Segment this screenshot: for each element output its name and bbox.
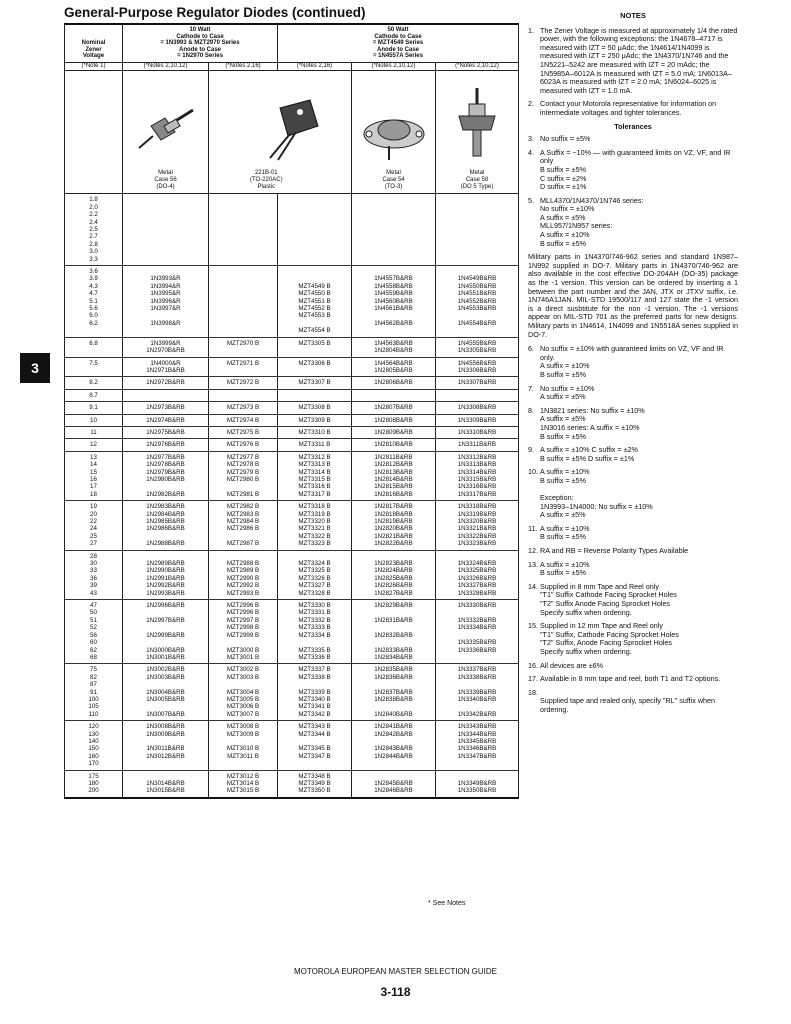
regulator-diode-table <box>64 23 519 799</box>
note-text: No suffix = ±10% A suffix = ±5% <box>540 383 595 402</box>
note-text: Available in 8 mm tape and reel, both T1 and T2 options. <box>540 674 721 684</box>
cell-part-number <box>209 266 278 338</box>
cell-part-number: 1N4555B&RB 1N3305B&RB <box>436 337 519 357</box>
cell-part-number <box>209 194 278 266</box>
cell-part-number: MZT2971 B <box>209 357 278 377</box>
note-text: 1N3821 series: No suffix = ±10% A suffix = ±5% 1N3016 series: A suffix = ±10% B suffix = ±5% <box>540 405 645 441</box>
cell-part-number: 1N3002B&RB 1N3003B&RB 1N3004B&RB 1N3005B&RB 1N3007B&RB <box>123 664 209 721</box>
note-text: Supplied in 12 mm Tape and Reel only "T1" Suffix, Cathode Facing Sprocket Holes "T2" Suffix, Anode Facing Sprocket Holes Specify suffix when ordering. <box>540 621 679 656</box>
note-text: Contact your Motorola representative for information on intermediate voltages and tighter tolerances. <box>540 99 717 117</box>
table-row <box>65 337 519 357</box>
note-number: 12. <box>528 546 538 556</box>
note-text: No suffix = ±5% <box>540 134 591 144</box>
cell-part-number: 1N3308B&RB <box>436 402 519 414</box>
cell-part-number: 1N4557B&RB 1N4558B&RB 1N4559B&RB 1N4560B&RB 1N4561B&RB 1N4562B&RB <box>352 266 436 338</box>
cell-part-number: 1N3349B&RB 1N3350B&RB <box>436 770 519 798</box>
cell-part-number: 1N2829B&RB 1N2831B&RB 1N2832B&RB 1N2833B&RB 1N2834B&RB <box>352 600 436 664</box>
cell-part-number: 1N2823B&RB 1N2824B&RB 1N2825B&RB 1N2826B&RB 1N2827B&RB <box>352 550 436 599</box>
col-header-nominal-voltage: Nominal Zener Voltage <box>65 24 123 62</box>
cell-part-number: MZT3312 B MZT3313 B MZT3314 B MZT3315 B MZT3316 B MZT3317 B <box>278 451 352 500</box>
table-row <box>65 389 519 401</box>
note-item <box>528 622 738 656</box>
cell-part-number: 1N2976B&RB <box>123 439 209 451</box>
cell-zener-voltage: 8.7 <box>65 389 123 401</box>
cell-zener-voltage: 120 130 140 150 160 170 <box>65 721 123 770</box>
note-item <box>528 407 738 441</box>
cell-part-number: 1N3309B&RB <box>436 414 519 426</box>
note-number: 10. <box>528 467 538 477</box>
package-case-58: Metal Case 58 (DO 5 Type) <box>436 71 519 194</box>
note-item <box>528 345 738 379</box>
cell-part-number <box>436 194 519 266</box>
cell-part-number: MZT2996 B MZT2996 B MZT2997 B MZT2998 B MZT2999 B MZT3000 B MZT3001 B <box>209 600 278 664</box>
page-footer: MOTOROLA EUROPEAN MASTER SELECTION GUIDE <box>294 967 497 976</box>
cell-part-number: MZT3305 B <box>278 337 352 357</box>
note-item <box>528 27 738 96</box>
note-text: A suffix = ±10% B suffix = ±5% <box>540 559 590 578</box>
note-text: All devices are ±6% <box>540 660 604 670</box>
cell-part-number: 1N3014B&RB 1N3015B&RB <box>123 770 209 798</box>
cell-zener-voltage: 175 180 200 <box>65 770 123 798</box>
cell-part-number: 1N2806B&RB <box>352 377 436 389</box>
cell-part-number: 1N2845B&RB 1N2846B&RB <box>352 770 436 798</box>
cell-zener-voltage: 47 50 51 52 56 60 62 68 <box>65 600 123 664</box>
cell-part-number: MZT2982 B MZT2983 B MZT2984 B MZT2986 B MZT2987 B <box>209 501 278 550</box>
page-title: General-Purpose Regulator Diodes (continued) <box>64 5 366 20</box>
see-notes-footnote: * See Notes <box>428 900 466 907</box>
cell-zener-voltage: 10 <box>65 414 123 426</box>
table-row <box>65 357 519 377</box>
cell-part-number: 1N3318B&RB 1N3319B&RB 1N3320B&RB 1N3321B&RB 1N3322B&RB 1N3323B&RB <box>436 501 519 550</box>
cell-part-number: MZT3307 B <box>278 377 352 389</box>
cell-zener-voltage: 1.8 2.0 2.2 2.4 2.5 2.7 2.8 3.0 3.3 <box>65 194 123 266</box>
note-item <box>528 385 738 402</box>
cell-part-number <box>123 194 209 266</box>
col-header-10-watt: 10 Watt Cathode to Case = 1N3993 & MZT2970 Series Anode to Case = 1N2970 Series <box>123 24 278 62</box>
subheader-note: (*Notes 2,10,12) <box>123 62 209 70</box>
note-number: 17. <box>528 674 538 684</box>
cell-part-number: 1N2973B&RB <box>123 402 209 414</box>
note-number: 4. <box>528 147 534 157</box>
cell-part-number: MZT2988 B MZT2989 B MZT2990 B MZT2992 B MZT2993 B <box>209 550 278 599</box>
cell-part-number: MZT3330 B MZT3331 B MZT3332 B MZT3333 B MZT3334 B MZT3335 B MZT3336 B <box>278 600 352 664</box>
do5-stud-icon <box>447 86 507 166</box>
note-number: 18. <box>528 687 538 697</box>
subheader-note: (*Note 1) <box>65 62 123 70</box>
cell-part-number: 1N3312B&RB 1N3313B&RB 1N3314B&RB 1N3315B&RB 1N3316B&RB 1N3317B&RB <box>436 451 519 500</box>
table-row <box>65 600 519 664</box>
table-row <box>65 426 519 438</box>
cell-part-number: 1N3311B&RB <box>436 439 519 451</box>
cell-part-number: 1N2977B&RB 1N2978B&RB 1N2979B&RB 1N2980B&RB 1N2982B&RB <box>123 451 209 500</box>
cell-part-number: MZT3306 B <box>278 357 352 377</box>
cell-zener-voltage: 19 20 22 24 25 27 <box>65 501 123 550</box>
cell-part-number: 1N3008B&RB 1N3009B&RB 1N3011B&RB 1N3012B&RB <box>123 721 209 770</box>
cell-part-number: 1N2808B&RB <box>352 414 436 426</box>
note-item <box>528 135 738 144</box>
cell-part-number: MZT3324 B MZT3325 B MZT3326 B MZT3327 B MZT3328 B <box>278 550 352 599</box>
note-item <box>528 100 738 117</box>
cell-zener-voltage: 28 30 33 36 39 43 <box>65 550 123 599</box>
tolerances-heading: Tolerances <box>614 121 652 131</box>
cell-part-number: 1N2817B&RB 1N2818B&RB 1N2819B&RB 1N2820B&RB 1N2821B&RB 1N2822B&RB <box>352 501 436 550</box>
note-number: 15. <box>528 621 538 631</box>
package-case-56: Metal Case 56 (DO-4) <box>123 71 209 194</box>
note-item <box>528 468 738 520</box>
note-number: 13. <box>528 559 538 569</box>
note-number: 6. <box>528 344 534 354</box>
cell-zener-voltage: 7.5 <box>65 357 123 377</box>
subheader-note: (*Notes 2,10,12) <box>352 62 436 70</box>
cell-part-number <box>209 389 278 401</box>
note-item <box>528 675 738 684</box>
cell-part-number: 1N3307B&RB <box>436 377 519 389</box>
note-text: Supplied in 8 mm Tape and Reel only "T1" Suffix Cathode Facing Sprocket Holes "T2" Suffix Anode Facing Sprocket Holes Specify suffix when ordering. <box>540 581 677 617</box>
cell-part-number: 1N2972B&RB <box>123 377 209 389</box>
cell-part-number: MZT2975 B <box>209 426 278 438</box>
military-note: Military parts in 1N4370/746-962 series and standard 1N987–1N992 supplied in DO-7. Military parts in 1N4370/746-962 are also available in the cost effective DO-204AH (DO-35) package as the -1 version. This version can be ordered by inserting a 1 between the part number and the JAN, JTX or JTXV suffix, i.e. 1N746A1JAN. MIL-STD 19500/117 and 127 state the -1 version is a direct susbtitute for the non -1 version. The -1 versions appear on MIL-STD 701 as the preferred parts for new designs. Military parts in 1N4614, 1N4099 and 1N5518A series supplied in DO-7. <box>528 252 738 339</box>
note-item <box>528 689 738 715</box>
page-number: 3-118 <box>380 985 411 999</box>
note-text: A suffix = ±10% C suffix = ±2% B suffix = ±5% D suffix = ±1% <box>540 445 638 463</box>
package-221b-01: 221B-01 (TO-220AC) Plastic <box>209 71 352 194</box>
cell-zener-voltage: 6.8 <box>65 337 123 357</box>
cell-part-number: 1N2996B&RB 1N2997B&RB 1N2999B&RB 1N3000B&RB 1N3001B&RB <box>123 600 209 664</box>
cell-part-number: 1N4563B&RB 1N2804B&RB <box>352 337 436 357</box>
cell-part-number: MZT3337 B MZT3338 B MZT3339 B MZT3340 B MZT3341 B MZT3342 B <box>278 664 352 721</box>
note-text: A suffix = ±10% B suffix = ±5% Exception: 1N3993–1N4000: No suffix = ±10% A suffix = ±5% <box>540 467 653 520</box>
note-number: 14. <box>528 581 538 591</box>
note-number: 5. <box>528 195 534 205</box>
note-item <box>528 547 738 556</box>
cell-part-number: 1N2810B&RB <box>352 439 436 451</box>
package-case-54: Metal Case 54 (TO-3) <box>352 71 436 194</box>
cell-part-number: MZT3309 B <box>278 414 352 426</box>
note-number: 9. <box>528 445 534 455</box>
cell-part-number <box>278 194 352 266</box>
cell-part-number: 1N2983B&RB 1N2984B&RB 1N2985B&RB 1N2986B&RB 1N2988B&RB <box>123 501 209 550</box>
cell-part-number <box>278 389 352 401</box>
cell-part-number: MZT4549 B MZT4550 B MZT4551 B MZT4552 B MZT4553 B MZT4554 B <box>278 266 352 338</box>
cell-zener-voltage: 9.1 <box>65 402 123 414</box>
note-number: 1. <box>528 25 534 35</box>
note-text: A suffix = ±10% B suffix = ±5% <box>540 523 590 542</box>
cell-part-number: MZT2970 B <box>209 337 278 357</box>
cell-part-number: 1N3343B&RB 1N3344B&RB 1N3345B&RB 1N3346B&RB 1N3347B&RB <box>436 721 519 770</box>
cell-zener-voltage: 13 14 15 16 17 18 <box>65 451 123 500</box>
note-number: 2. <box>528 99 534 109</box>
cell-part-number: 1N3993&R 1N3994&R 1N3995&R 1N3996&R 1N3997&R 1N3998&R <box>123 266 209 338</box>
note-text: Supplied tape and realed only, specify "RL" suffix when ordering. <box>540 696 716 714</box>
cell-part-number: MZT2974 B <box>209 414 278 426</box>
cell-part-number: 1N4556B&RB 1N3306B&RB <box>436 357 519 377</box>
table-row <box>65 721 519 770</box>
stud-diode-icon <box>131 96 201 166</box>
cell-part-number <box>436 389 519 401</box>
notes-heading: NOTES <box>620 11 646 20</box>
note-item <box>528 662 738 671</box>
subheader-note: (*Notes 2,16) <box>278 62 352 70</box>
table-row <box>65 402 519 414</box>
note-item <box>528 583 738 617</box>
cell-part-number: MZT2976 B <box>209 439 278 451</box>
cell-part-number: 1N2835B&RB 1N2836B&RB 1N2837B&RB 1N2838B&RB 1N2840B&RB <box>352 664 436 721</box>
note-number: 3. <box>528 134 534 144</box>
note-text: RA and RB = Reverse Polarity Types Available <box>540 546 689 556</box>
note-number: 16. <box>528 660 538 670</box>
cell-part-number: 1N2974B&RB <box>123 414 209 426</box>
cell-part-number: 1N3999&R 1N2970B&RB <box>123 337 209 357</box>
to3-package-icon <box>359 106 429 166</box>
cell-part-number: MZT2973 B <box>209 402 278 414</box>
note-item <box>528 446 738 463</box>
note-item <box>528 149 738 192</box>
table-row <box>65 664 519 721</box>
cell-part-number: MZT3343 B MZT3344 B MZT3345 B MZT3347 B <box>278 721 352 770</box>
cell-part-number <box>352 389 436 401</box>
cell-part-number: 1N3324B&RB 1N3325B&RB 1N3326B&RB 1N3327B&RB 1N3328B&RB <box>436 550 519 599</box>
cell-part-number: MZT3348 B MZT3349 B MZT3350 B <box>278 770 352 798</box>
subheader-note: (*Notes 2,10,12) <box>436 62 519 70</box>
cell-part-number: 1N2975B&RB <box>123 426 209 438</box>
cell-part-number: 1N4549B&RB 1N4550B&RB 1N4551B&RB 1N4552B&RB 1N4553B&RB 1N4554B&RB <box>436 266 519 338</box>
note-number: 8. <box>528 405 534 415</box>
table-row <box>65 414 519 426</box>
table-row <box>65 439 519 451</box>
cell-part-number: MZT3318 B MZT3319 B MZT3320 B MZT3321 B MZT3322 B MZT3323 B <box>278 501 352 550</box>
note-item <box>528 561 738 578</box>
cell-part-number: 1N2989B&RB 1N2990B&RB 1N2991B&RB 1N2992B&RB 1N2993B&RB <box>123 550 209 599</box>
note-text: A Suffix = −10% — with guaranteed limits on VZ, VF, and IR only B suffix = ±5% C suffix = ±2% D suffix = ±1% <box>540 147 731 192</box>
cell-zener-voltage: 75 82 87 91 100 105 110 <box>65 664 123 721</box>
to220-package-icon <box>240 96 330 166</box>
cell-zener-voltage: 12 <box>65 439 123 451</box>
note-text: The Zener Voltage is measured at approximately 1/4 the rated power, with the following exceptions: the 1N4678–4717 is measured with IZT = 50 μAdc; the 1N4614/1N4099 is measured with IZT = 250 μAdc; the 1N4370/1N746 and the 1N5221–5242 are measured with IZT = 20 mAdc; the 1N5985A–6012A is measured with IZT = 5.0 mA; 1N6013A–6023A is measured with IZT = 2.0 mA; 1N6024–6025 is measured with IZT = 1.0 mA. <box>540 25 738 95</box>
table-row <box>65 550 519 599</box>
cell-part-number: MZT2977 B MZT2978 B MZT2979 B MZT2980 B MZT2981 B <box>209 451 278 500</box>
table-row <box>65 501 519 550</box>
cell-zener-voltage: 11 <box>65 426 123 438</box>
note-item <box>528 197 738 249</box>
table-row <box>65 194 519 266</box>
col-header-50-watt: 50 Watt Cathode to Case = MZT4549 Series Anode to Case = 1N4557A Series <box>278 24 519 62</box>
cell-part-number: 1N4564B&RB 1N2805B&RB <box>352 357 436 377</box>
section-tab: 3 <box>20 353 50 383</box>
cell-part-number: MZT3311 B <box>278 439 352 451</box>
cell-zener-voltage: 3.6 3.9 4.3 4.7 5.1 5.6 6.0 6.2 <box>65 266 123 338</box>
cell-part-number: MZT3012 B MZT3014 B MZT3015 B <box>209 770 278 798</box>
cell-zener-voltage: 8.2 <box>65 377 123 389</box>
cell-part-number: MZT3008 B MZT3009 B MZT3010 B MZT3011 B <box>209 721 278 770</box>
note-number: 7. <box>528 383 534 393</box>
cell-part-number: 1N4000&R 1N2971B&RB <box>123 357 209 377</box>
table-row <box>65 770 519 798</box>
cell-part-number <box>123 389 209 401</box>
subheader-note: (*Notes 2,16) <box>209 62 278 70</box>
cell-part-number <box>352 194 436 266</box>
table-row <box>65 451 519 500</box>
cell-part-number: 1N2809B&RB <box>352 426 436 438</box>
notes-column <box>528 12 738 720</box>
table-row <box>65 377 519 389</box>
cell-part-number: 1N2807B&RB <box>352 402 436 414</box>
note-number: 11. <box>528 523 538 533</box>
note-item <box>528 525 738 542</box>
note-text: MLL4370/1N4370/1N746 series: No suffix = ±10% A suffix = ±5% MLL957/1N957 series: A suffix = ±10% B suffix = ±5% <box>540 195 644 248</box>
cell-part-number: MZT2972 B <box>209 377 278 389</box>
cell-part-number: MZT3002 B MZT3003 B MZT3004 B MZT3005 B MZT3006 B MZT3007 B <box>209 664 278 721</box>
cell-part-number: 1N3330B&RB 1N3332B&RB 1N3334B&RB 1N3335B&RB 1N3336B&RB <box>436 600 519 664</box>
cell-part-number: 1N3310B&RB <box>436 426 519 438</box>
cell-part-number: MZT3308 B <box>278 402 352 414</box>
note-text: No suffix = ±10% with guaranteed limits on VZ, VF and IR only. A suffix = ±10% B suffix = ±5% <box>540 344 724 379</box>
table-row <box>65 266 519 338</box>
cell-part-number: MZT3310 B <box>278 426 352 438</box>
cell-part-number: 1N3337B&RB 1N3338B&RB 1N3339B&RB 1N3340B&RB 1N3342B&RB <box>436 664 519 721</box>
cell-part-number: 1N2811B&RB 1N2812B&RB 1N2813B&RB 1N2814B&RB 1N2815B&RB 1N2816B&RB <box>352 451 436 500</box>
cell-part-number: 1N2841B&RB 1N2842B&RB 1N2843B&RB 1N2844B&RB <box>352 721 436 770</box>
